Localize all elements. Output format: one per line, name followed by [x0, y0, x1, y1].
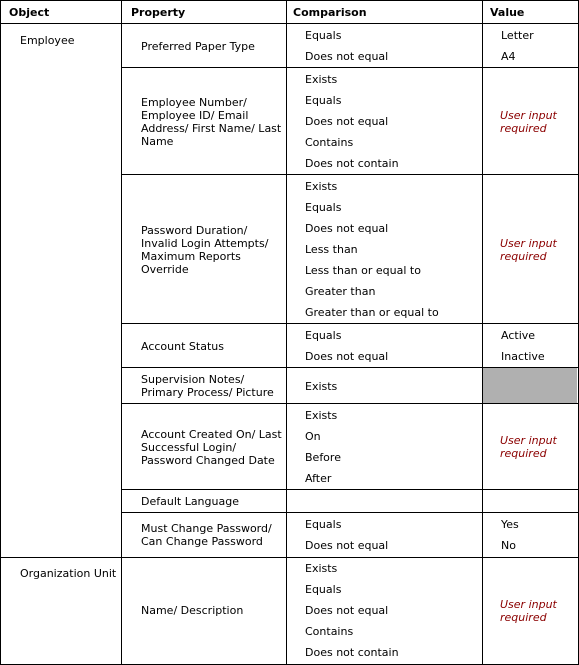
row-divider: [121, 403, 579, 404]
comparison-option: On: [305, 430, 321, 443]
comparison-option: Exists: [305, 180, 338, 193]
property-cell: Supervision Notes/ Primary Process/ Picture: [141, 373, 274, 399]
property-cell: Account Created On/ Last Successful Login/ Password Changed Date: [141, 428, 282, 467]
comparison-option: Does not equal: [305, 222, 389, 235]
comparison-option: Does not equal: [305, 539, 389, 552]
comparison-option: Does not contain: [305, 646, 399, 659]
row-divider: [121, 323, 579, 324]
value-option: No: [501, 539, 516, 552]
user-input-required-note: User input required: [500, 434, 557, 460]
comparison-option: Equals: [305, 329, 342, 342]
user-input-required-note: User input required: [500, 598, 557, 624]
value-option: Active: [501, 329, 536, 342]
header-property: Property: [131, 6, 186, 19]
comparison-option: Before: [305, 451, 341, 464]
comparison-option: Contains: [305, 625, 354, 638]
property-cell: Preferred Paper Type: [141, 40, 255, 53]
property-cell: Password Duration/ Invalid Login Attempts/ Maximum Reports Override: [141, 224, 269, 276]
row-divider: [121, 367, 579, 368]
comparison-option: Does not equal: [305, 50, 389, 63]
comparison-option: Does not equal: [305, 115, 389, 128]
header-object: Object: [9, 6, 50, 19]
column-divider: [482, 0, 483, 665]
comparison-option: Does not equal: [305, 604, 389, 617]
object-divider: [0, 557, 122, 558]
table-border-top: [0, 0, 579, 1]
user-input-required-note: User input required: [500, 109, 557, 135]
comparison-option: Exists: [305, 562, 338, 575]
comparison-option: Less than: [305, 243, 358, 256]
row-divider: [121, 174, 579, 175]
comparison-option: After: [305, 472, 332, 485]
comparison-option: Does not equal: [305, 350, 389, 363]
comparison-option: Equals: [305, 94, 342, 107]
comparison-option: Less than or equal to: [305, 264, 421, 277]
header-comparison: Comparison: [293, 6, 367, 19]
value-option: Yes: [501, 518, 519, 531]
row-divider: [121, 489, 579, 490]
row-divider: [121, 512, 579, 513]
row-divider: [121, 557, 579, 558]
header-separator: [0, 23, 579, 24]
comparison-option: Greater than or equal to: [305, 306, 439, 319]
comparison-option: Equals: [305, 29, 342, 42]
property-cell: Employee Number/ Employee ID/ Email Address/ First Name/ Last Name: [141, 96, 282, 148]
comparison-option: Exists: [305, 409, 338, 422]
comparison-option: Equals: [305, 201, 342, 214]
column-divider: [286, 0, 287, 665]
comparison-option: Contains: [305, 136, 354, 149]
column-divider: [121, 0, 122, 665]
comparison-option: Greater than: [305, 285, 376, 298]
comparison-option: Exists: [305, 380, 338, 393]
property-cell: Must Change Password/ Can Change Password: [141, 522, 272, 548]
table-border-left: [0, 0, 1, 665]
property-cell: Account Status: [141, 340, 224, 353]
user-input-required-note: User input required: [500, 237, 557, 263]
header-value: Value: [490, 6, 525, 19]
value-option: Inactive: [501, 350, 545, 363]
comparison-option: Equals: [305, 518, 342, 531]
comparison-option: Exists: [305, 73, 338, 86]
property-cell: Default Language: [141, 495, 239, 508]
row-divider: [121, 67, 579, 68]
object-employee: Employee: [20, 34, 75, 47]
value-option: Letter: [501, 29, 534, 42]
object-organization-unit: Organization Unit: [20, 567, 117, 580]
shaded-value-cell: [483, 368, 577, 403]
property-cell: Name/ Description: [141, 604, 244, 617]
comparison-option: Does not contain: [305, 157, 399, 170]
value-option: A4: [501, 50, 516, 63]
comparison-option: Equals: [305, 583, 342, 596]
